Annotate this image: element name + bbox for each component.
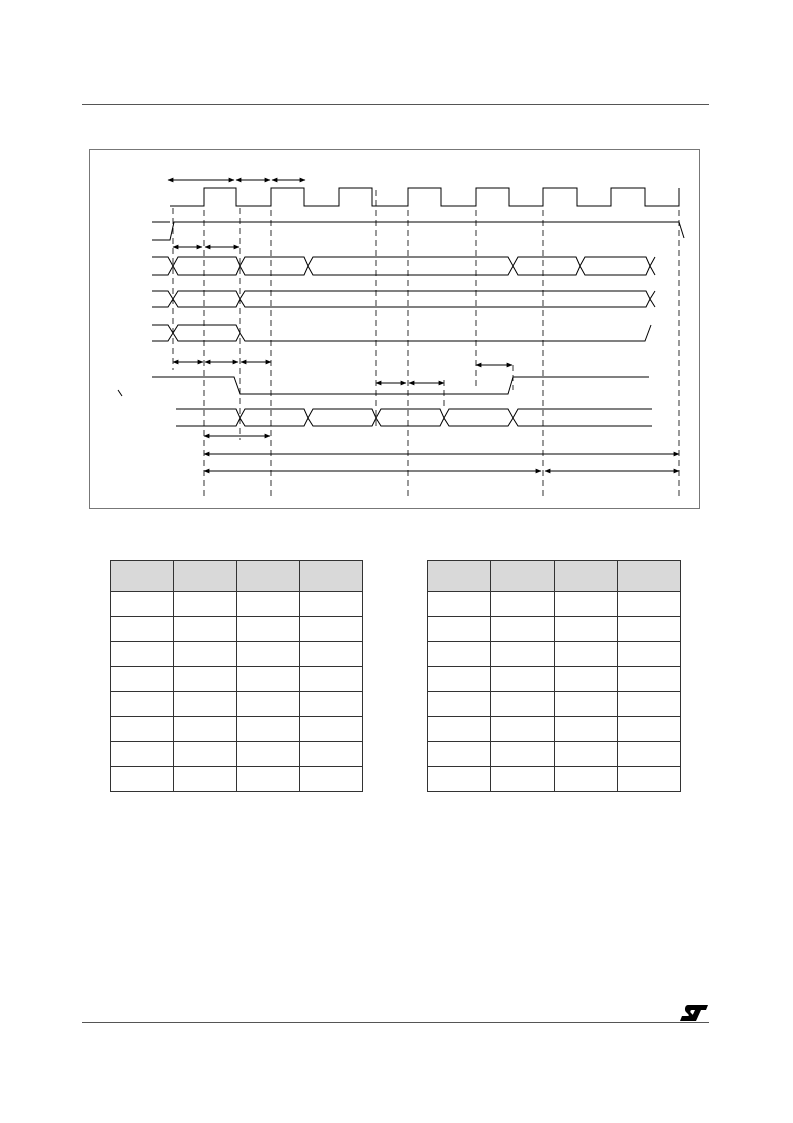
chip-select-waveform	[152, 222, 684, 240]
table-cell	[300, 592, 363, 617]
table-cell	[237, 642, 300, 667]
table-cell	[237, 667, 300, 692]
table-header-cell	[300, 561, 363, 592]
table-header-cell	[237, 561, 300, 592]
table-cell	[300, 717, 363, 742]
table-cell	[300, 617, 363, 642]
ready-waveform	[118, 377, 649, 396]
table-header-cell	[491, 561, 554, 592]
table-cell	[554, 692, 617, 717]
parameter-table-right	[427, 560, 681, 792]
table-cell	[617, 767, 680, 792]
parameter-table-left	[110, 560, 363, 792]
strobe-waveform	[152, 325, 651, 341]
table-cell	[174, 642, 237, 667]
table-cell	[491, 642, 554, 667]
table-row	[111, 692, 363, 717]
table-cell	[237, 592, 300, 617]
table-cell	[491, 742, 554, 767]
table-header-cell	[174, 561, 237, 592]
table-cell	[428, 642, 491, 667]
table-cell	[174, 592, 237, 617]
table-cell	[300, 667, 363, 692]
table-cell	[111, 642, 174, 667]
table-cell	[491, 592, 554, 617]
table-row	[111, 717, 363, 742]
table-row	[428, 742, 681, 767]
table-header-cell	[428, 561, 491, 592]
table-cell	[111, 592, 174, 617]
table-cell	[617, 642, 680, 667]
table-cell	[428, 767, 491, 792]
table-row	[428, 692, 681, 717]
st-logo	[679, 1004, 709, 1022]
table-row	[428, 767, 681, 792]
table-cell	[174, 692, 237, 717]
table-cell	[428, 717, 491, 742]
table-cell	[237, 767, 300, 792]
table-header-row	[428, 561, 681, 592]
table-cell	[428, 692, 491, 717]
table-cell	[617, 717, 680, 742]
table-cell	[554, 592, 617, 617]
read-write-waveform	[152, 291, 655, 307]
reference-lines	[173, 190, 679, 498]
table-cell	[237, 742, 300, 767]
table-cell	[300, 767, 363, 792]
table-cell	[174, 667, 237, 692]
table-row	[428, 592, 681, 617]
table-cell	[174, 742, 237, 767]
table-cell	[617, 742, 680, 767]
table-header-cell	[111, 561, 174, 592]
timing-arrows	[168, 180, 679, 471]
table-cell	[111, 667, 174, 692]
timing-diagram	[0, 0, 793, 520]
table-cell	[428, 667, 491, 692]
table-cell	[300, 692, 363, 717]
table-cell	[174, 617, 237, 642]
table-cell	[617, 617, 680, 642]
table-cell	[428, 742, 491, 767]
table-header-cell	[617, 561, 680, 592]
table-cell	[111, 692, 174, 717]
table-cell	[237, 617, 300, 642]
table-cell	[428, 592, 491, 617]
footer-rule	[82, 1022, 709, 1023]
table-header-cell	[554, 561, 617, 592]
table-cell	[300, 742, 363, 767]
table-cell	[300, 642, 363, 667]
table-row	[111, 767, 363, 792]
table-cell	[554, 717, 617, 742]
st-logo-mark	[680, 1005, 708, 1021]
address-bus-waveform	[152, 257, 655, 275]
table-cell	[617, 592, 680, 617]
table-cell	[491, 717, 554, 742]
table-row	[428, 717, 681, 742]
data-bus-waveform	[176, 409, 652, 426]
table-cell	[174, 717, 237, 742]
table-row	[111, 617, 363, 642]
table-cell	[554, 667, 617, 692]
table-cell	[111, 617, 174, 642]
table-cell	[554, 642, 617, 667]
table-cell	[428, 617, 491, 642]
clock-waveform	[170, 188, 679, 206]
table-cell	[554, 617, 617, 642]
table-cell	[174, 767, 237, 792]
table-cell	[617, 667, 680, 692]
table-cell	[111, 717, 174, 742]
table-cell	[554, 742, 617, 767]
table-row	[428, 667, 681, 692]
table-row	[111, 667, 363, 692]
table-row	[111, 642, 363, 667]
table-header-row	[111, 561, 363, 592]
table-cell	[554, 767, 617, 792]
table-cell	[491, 667, 554, 692]
table-cell	[237, 692, 300, 717]
table-row	[428, 617, 681, 642]
table-row	[111, 742, 363, 767]
table-cell	[111, 742, 174, 767]
table-cell	[491, 617, 554, 642]
table-cell	[491, 692, 554, 717]
table-cell	[111, 767, 174, 792]
table-cell	[237, 717, 300, 742]
table-row	[111, 592, 363, 617]
table-cell	[617, 692, 680, 717]
table-row	[428, 642, 681, 667]
table-cell	[491, 767, 554, 792]
